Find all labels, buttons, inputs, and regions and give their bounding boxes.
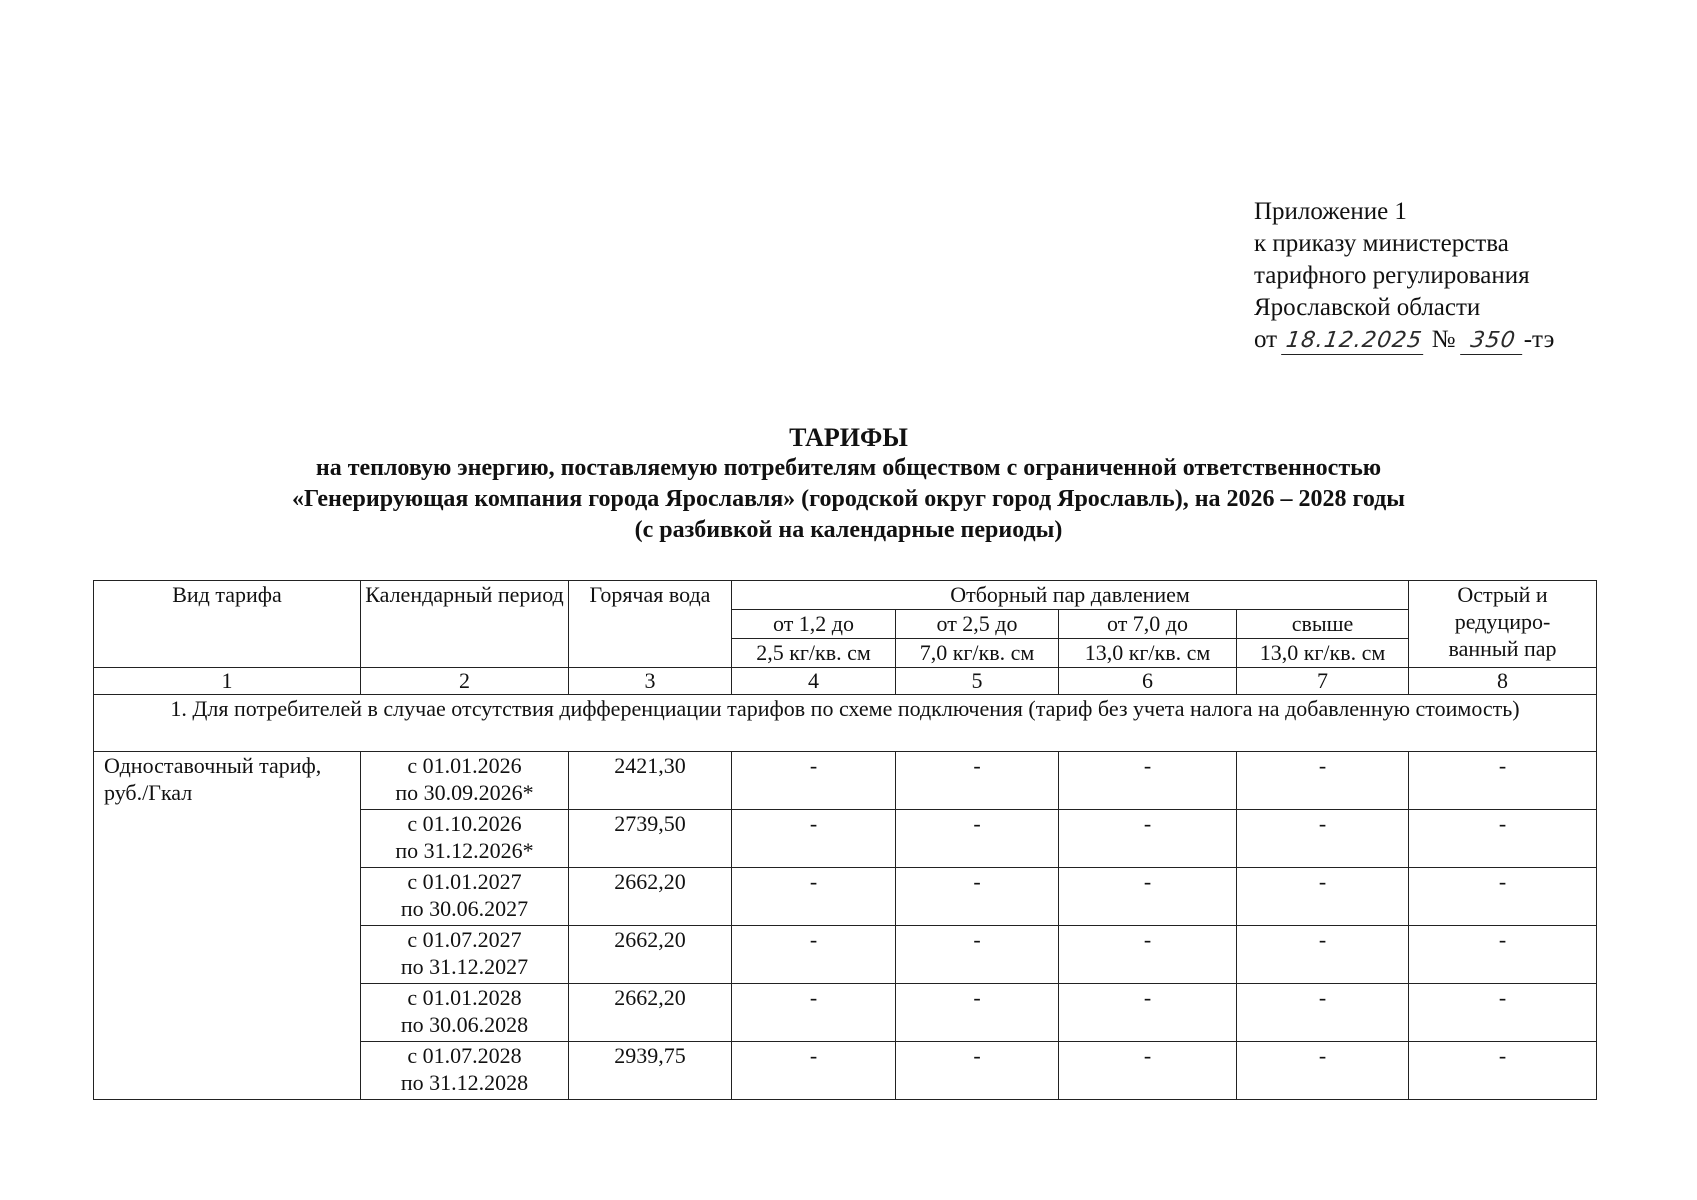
steam-value: - [896,752,1059,810]
period-from: с 01.07.2028 [407,1043,522,1068]
period-to: по 31.12.2028 [400,1070,529,1095]
section-title: 1. Для потребителей в случае отсутствия дифференциации тарифов по схеме подключения (тариф без учета налога на добавленную стоимость) [94,695,1597,752]
column-number: 6 [1059,668,1237,695]
column-number: 3 [569,668,732,695]
steam-value: - [1059,1042,1237,1100]
steam-value: - [732,752,896,810]
period-to: по 30.09.2026* [395,780,534,805]
number-sign: № [1431,326,1456,353]
header-steam-2-5-unit: 7,0 кг/кв. см [896,639,1059,668]
title-line: «Генерирующая компания города Ярославля» (городской округ город Ярославль), на 2026 – 2028 годы [291,486,1406,512]
column-number: 5 [896,668,1059,695]
period-cell [361,810,569,868]
header-steam-7-0: от 7,0 до [1059,610,1237,639]
order-reference [1254,324,1554,356]
steam-value: - [1059,984,1237,1042]
steam-value: - [896,1042,1059,1100]
hot-water-value: 2421,30 [569,752,732,810]
sharp-steam-value: - [1409,752,1597,810]
period-to: по 31.12.2026* [395,838,534,863]
steam-value: - [1059,752,1237,810]
steam-value: - [732,1042,896,1100]
period-cell [361,926,569,984]
steam-value: - [732,868,896,926]
steam-value: - [1237,810,1409,868]
header-hot-water: Горячая вода [569,581,732,668]
hot-water-value: 2662,20 [569,984,732,1042]
handwritten-date: 18.12.2025 [1281,328,1427,355]
from-prefix: от [1254,326,1278,353]
header-steam-group: Отборный пар давлением [732,581,1409,610]
section-row [94,695,1597,752]
header-steam-13: свыше [1237,610,1409,639]
column-number: 7 [1237,668,1409,695]
header-steam-7-0-unit: 13,0 кг/кв. см [1059,639,1237,668]
header-sharp-steam [1409,581,1597,668]
steam-value: - [1059,926,1237,984]
period-to: по 31.12.2027 [400,954,529,979]
hot-water-value: 2662,20 [569,868,732,926]
column-number: 1 [94,668,361,695]
title-main: ТАРИФЫ [789,423,908,452]
document-title [0,422,1697,546]
hot-water-value: 2662,20 [569,926,732,984]
sharp-steam-value: - [1409,810,1597,868]
header-steam-1-2-unit: 2,5 кг/кв. см [732,639,896,668]
sharp-steam-value: - [1409,1042,1597,1100]
sharp-steam-value: - [1409,926,1597,984]
period-to: по 30.06.2027 [400,896,529,921]
steam-value: - [896,926,1059,984]
header-text: редуциро- [1454,609,1551,634]
period-cell [361,984,569,1042]
header-period: Календарный период [361,581,569,668]
period-from: с 01.01.2027 [407,869,522,894]
period-cell [361,868,569,926]
period-from: с 01.07.2027 [407,927,522,952]
appendix-line: Приложение 1 [1254,198,1407,225]
period-from: с 01.10.2026 [407,811,522,836]
appendix-line: Ярославской области [1254,294,1481,321]
tariff-label: Одноставочный тариф, руб./Гкал [94,752,361,1100]
table-row [94,752,1597,810]
steam-value: - [1237,1042,1409,1100]
header-text: Острый и [1457,582,1548,607]
steam-value: - [1237,926,1409,984]
number-suffix: -тэ [1523,326,1555,353]
steam-value: - [896,810,1059,868]
sharp-steam-value: - [1409,868,1597,926]
handwritten-number: 350 [1460,328,1526,355]
steam-value: - [896,984,1059,1042]
header-tariff-type: Вид тарифа [94,581,361,668]
appendix-line: тарифного регулирования [1254,262,1530,289]
hot-water-value: 2939,75 [569,1042,732,1100]
hot-water-value: 2739,50 [569,810,732,868]
title-line: на тепловую энергию, поставляемую потребителям обществом с ограниченной ответственностью [315,455,1382,481]
header-steam-1-2: от 1,2 до [732,610,896,639]
steam-value: - [1237,984,1409,1042]
header-steam-13-unit: 13,0 кг/кв. см [1237,639,1409,668]
appendix-block [1254,196,1554,356]
period-cell [361,752,569,810]
steam-value: - [896,868,1059,926]
header-steam-2-5: от 2,5 до [896,610,1059,639]
period-from: с 01.01.2026 [407,753,522,778]
period-to: по 30.06.2028 [400,1012,529,1037]
steam-value: - [1059,810,1237,868]
column-number: 8 [1409,668,1597,695]
steam-value: - [732,810,896,868]
appendix-line: к приказу министерства [1254,230,1509,257]
header-text: ванный пар [1448,636,1557,661]
steam-value: - [1237,752,1409,810]
period-cell [361,1042,569,1100]
column-number: 4 [732,668,896,695]
tariff-table [93,580,1597,1100]
steam-value: - [732,926,896,984]
period-from: с 01.01.2028 [407,985,522,1010]
title-line: (с разбивкой на календарные периоды) [634,517,1063,543]
column-number: 2 [361,668,569,695]
steam-value: - [1237,868,1409,926]
column-number-row [94,668,1597,695]
header-row [94,581,1597,610]
steam-value: - [1059,868,1237,926]
steam-value: - [732,984,896,1042]
sharp-steam-value: - [1409,984,1597,1042]
